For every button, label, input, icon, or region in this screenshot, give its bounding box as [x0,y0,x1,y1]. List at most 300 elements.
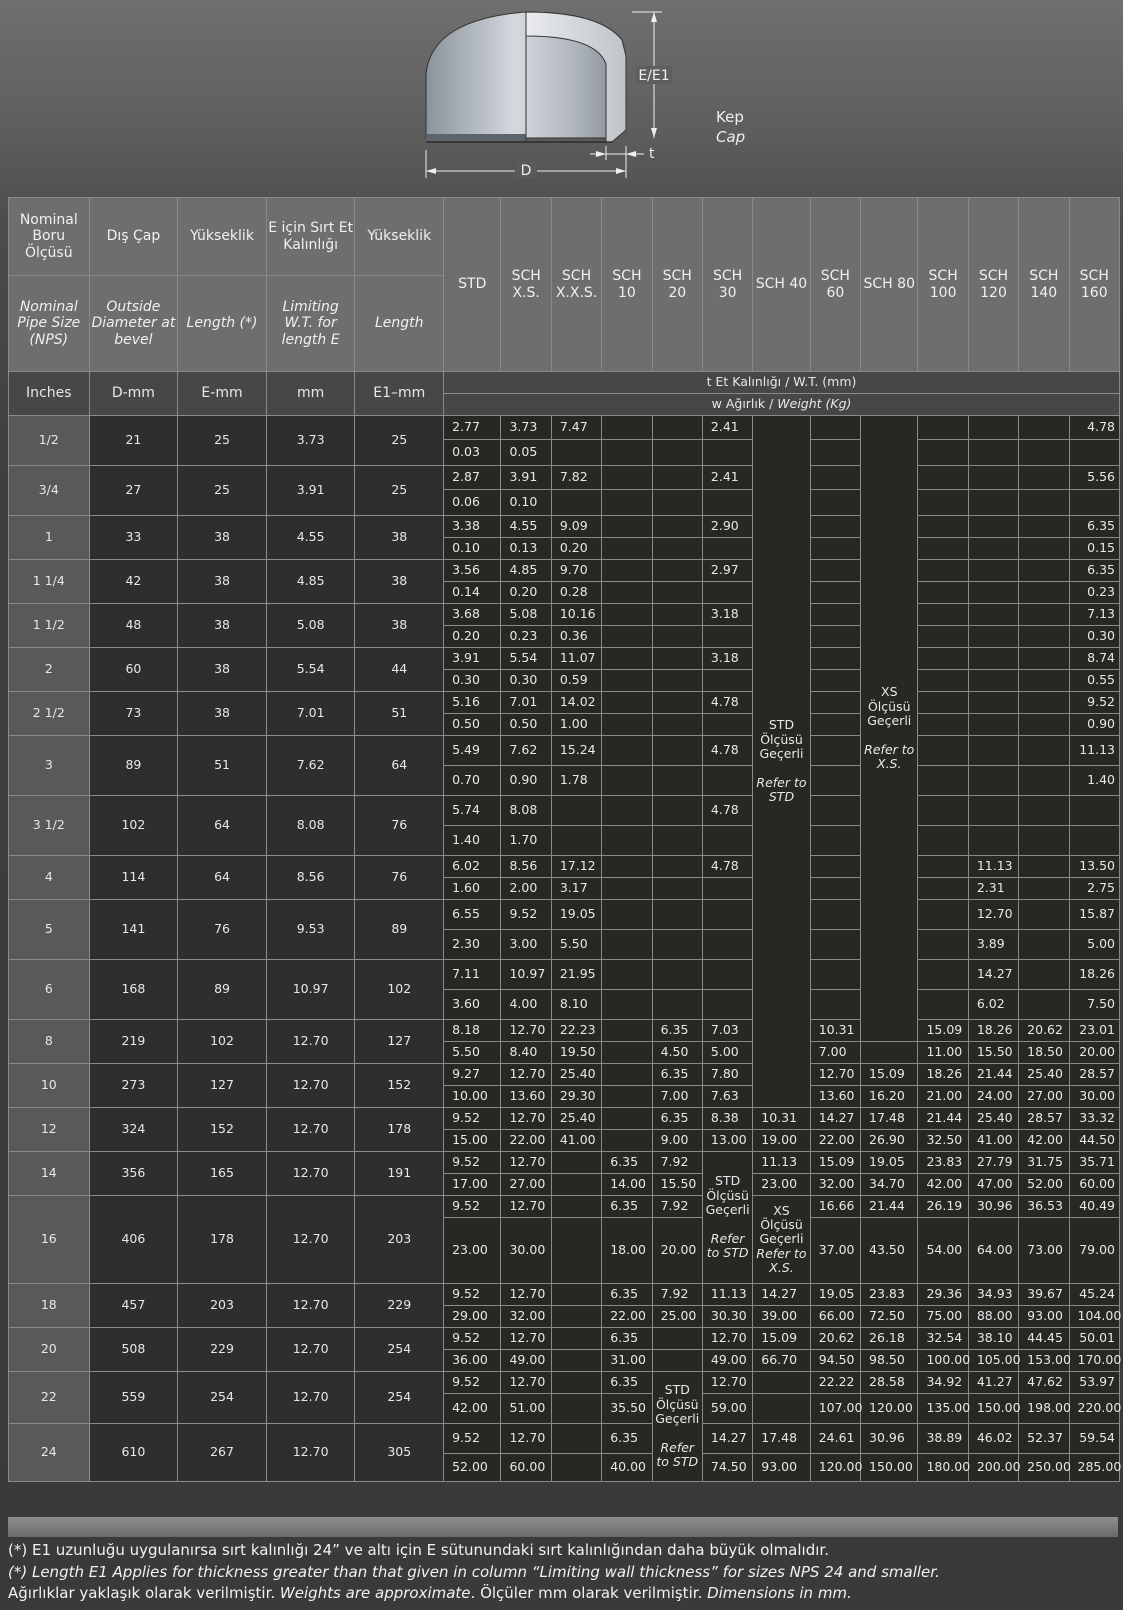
wall-thickness-cell: 7.92 [652,1196,702,1218]
weight-cell [652,990,702,1020]
table-row [9,796,1120,826]
weight-cell: 0.20 [444,626,501,648]
wall-thickness-cell: 5.74 [444,796,501,826]
weight-cell: 2.75 [1069,878,1119,900]
header-nps-en: Nominal Pipe Size (NPS) [9,276,90,372]
wall-thickness-cell: 14.02 [551,692,601,714]
weight-cell: 5.50 [444,1042,501,1064]
weight-cell [1019,538,1069,560]
wall-thickness-cell [602,416,652,440]
header-od-tr: Dış Çap [89,198,178,276]
weight-cell [702,490,752,516]
wall-thickness-cell [652,736,702,766]
weight-cell: 66.70 [753,1350,810,1372]
wall-thickness-cell [810,856,860,878]
wall-thickness-cell: 7.03 [702,1020,752,1042]
table-row [9,1064,1120,1086]
od-cell: 102 [89,796,178,856]
nps-cell: 1/2 [9,416,90,466]
weight-cell [861,1042,918,1064]
wall-thickness-cell: 26.19 [918,1196,968,1218]
weight-cell [702,538,752,560]
weight-cell [1019,582,1069,604]
weight-cell: 0.10 [444,538,501,560]
footnote-weights: Ağırlıklar yaklaşık olarak verilmiştir. Weights are approximate. Ölçüler mm olarak verilmiştir. Dimensions in mm. [8,1584,852,1602]
wall-thickness-cell [918,736,968,766]
weight-cell: 105.00 [968,1350,1018,1372]
wall-thickness-cell [810,648,860,670]
wall-thickness-cell: 6.35 [1069,560,1119,582]
wall-thickness-cell [652,466,702,490]
weight-cell: 0.13 [501,538,551,560]
header-sch: SCH 100 [918,198,968,372]
od-cell: 27 [89,466,178,516]
wall-thickness-cell: 25.40 [968,1108,1018,1130]
wall-thickness-cell: 4.78 [1069,416,1119,440]
weight-cell: 0.20 [551,538,601,560]
weight-cell: 4.00 [501,990,551,1020]
wall-thickness-cell: 12.70 [702,1328,752,1350]
e1-cell: 38 [355,560,444,604]
wall-thickness-cell: 11.13 [702,1284,752,1306]
wall-thickness-cell: 7.13 [1069,604,1119,626]
nps-cell: 16 [9,1196,90,1284]
weight-cell [1069,490,1119,516]
wall-thickness-cell: 12.70 [501,1372,551,1394]
wall-thickness-cell: 17.48 [753,1424,810,1454]
nps-cell: 18 [9,1284,90,1328]
weight-cell [968,826,1018,856]
length-cell: 25 [178,416,267,466]
wall-thickness-cell: 38.89 [918,1424,968,1454]
table-row [9,736,1120,766]
weight-cell: 31.00 [602,1350,652,1372]
wall-thickness-cell: 23.83 [918,1152,968,1174]
limiting-wt-cell: 12.70 [266,1284,355,1328]
nps-cell: 5 [9,900,90,960]
weight-cell: 9.00 [652,1130,702,1152]
od-cell: 219 [89,1020,178,1064]
weight-cell [810,626,860,648]
nps-cell: 2 [9,648,90,692]
table-row [9,1328,1120,1350]
wall-thickness-cell: 28.57 [1019,1108,1069,1130]
weight-cell: 220.00 [1069,1394,1119,1424]
weight-cell: 0.90 [501,766,551,796]
thickness-dim-label: t [649,146,655,162]
wall-thickness-cell: 14.27 [810,1108,860,1130]
nps-cell: 10 [9,1064,90,1108]
header-limiting-wt-en: Limiting W.T. for length E [266,276,355,372]
weight-cell [602,878,652,900]
weight-cell: 1.78 [551,766,601,796]
wall-thickness-cell: 23.83 [861,1284,918,1306]
wall-thickness-cell: 10.16 [551,604,601,626]
table-row [9,900,1120,930]
e1-cell: 25 [355,466,444,516]
table-row [9,1424,1120,1454]
wall-thickness-cell [551,1328,601,1350]
weight-cell: 1.60 [444,878,501,900]
e1-cell: 38 [355,604,444,648]
weight-cell [968,582,1018,604]
wall-thickness-cell [602,560,652,582]
nps-cell: 3/4 [9,466,90,516]
weight-cell [1019,626,1069,648]
wall-thickness-cell: 9.52 [444,1152,501,1174]
table-row [9,416,1120,440]
od-cell: 73 [89,692,178,736]
table-row [9,560,1120,582]
weight-cell [551,1350,601,1372]
wall-thickness-cell: 14.27 [968,960,1018,990]
wall-thickness-cell: 50.01 [1069,1328,1119,1350]
wall-thickness-cell: 12.70 [501,1424,551,1454]
weight-cell [652,538,702,560]
wall-thickness-cell: 6.35 [602,1328,652,1350]
table-row [9,1284,1120,1306]
nps-cell: 20 [9,1328,90,1372]
unit-e-mm: E-mm [178,372,267,416]
wall-thickness-cell: 2.41 [702,466,752,490]
wall-thickness-cell [602,856,652,878]
weight-cell: 200.00 [968,1454,1018,1482]
length-cell: 38 [178,648,267,692]
wall-thickness-cell: 9.52 [444,1284,501,1306]
wall-thickness-cell [551,1424,601,1454]
wall-thickness-cell: 13.50 [1069,856,1119,878]
weight-cell [652,490,702,516]
weight-cell: 7.50 [1069,990,1119,1020]
weight-cell: 8.40 [501,1042,551,1064]
limiting-wt-cell: 7.01 [266,692,355,736]
weight-cell: 72.50 [861,1306,918,1328]
e1-cell: 254 [355,1328,444,1372]
wall-thickness-cell: 32.54 [918,1328,968,1350]
weight-cell: 0.50 [444,714,501,736]
wall-thickness-cell [810,736,860,766]
header-sch: SCH 40 [753,198,810,372]
wall-thickness-cell [652,648,702,670]
cap-dimension-table [8,197,1120,1482]
weight-cell [1069,440,1119,466]
limiting-wt-cell: 3.73 [266,416,355,466]
weight-cell: 39.00 [753,1306,810,1328]
length-cell: 89 [178,960,267,1020]
weight-cell [551,1454,601,1482]
e1-cell: 305 [355,1424,444,1482]
wall-thickness-cell: 39.67 [1019,1284,1069,1306]
od-cell: 324 [89,1108,178,1152]
weight-cell: 26.90 [861,1130,918,1152]
weight-cell: 21.00 [918,1086,968,1108]
nps-cell: 4 [9,856,90,900]
length-cell: 64 [178,856,267,900]
weight-cell: 42.00 [918,1174,968,1196]
cap-drawing [0,0,1123,195]
wall-thickness-cell [753,1372,810,1394]
wall-thickness-cell: 9.52 [501,900,551,930]
nps-cell: 8 [9,1020,90,1064]
weight-cell [702,582,752,604]
wall-thickness-cell: 5.56 [1069,466,1119,490]
weight-cell [652,1350,702,1372]
header-sch: SCH 140 [1019,198,1069,372]
weight-cell: 52.00 [444,1454,501,1482]
weight-cell [918,990,968,1020]
weight-cell: 150.00 [968,1394,1018,1424]
nps-cell: 1 [9,516,90,560]
wall-thickness-cell [968,416,1018,440]
weight-cell [602,714,652,736]
weight-cell: 107.00 [810,1394,860,1424]
weight-cell [551,1394,601,1424]
wall-thickness-cell [1019,736,1069,766]
e1-cell: 38 [355,516,444,560]
wall-thickness-cell [652,1328,702,1350]
weight-cell: 8.10 [551,990,601,1020]
weight-cell: 5.00 [702,1042,752,1064]
wall-thickness-cell: 7.62 [501,736,551,766]
limiting-wt-cell: 4.85 [266,560,355,604]
title-en: Cap [716,128,746,146]
weight-cell [602,826,652,856]
wall-thickness-cell: 8.56 [501,856,551,878]
wall-thickness-cell: 6.35 [602,1196,652,1218]
weight-cell: 44.50 [1069,1130,1119,1152]
weight-cell [968,714,1018,736]
length-cell: 25 [178,466,267,516]
od-cell: 21 [89,416,178,466]
wall-thickness-cell: 2.87 [444,466,501,490]
weight-cell [1019,878,1069,900]
e1-cell: 89 [355,900,444,960]
weight-cell [810,440,860,466]
e1-cell: 44 [355,648,444,692]
wall-thickness-cell [652,560,702,582]
wall-thickness-cell [602,692,652,714]
wall-thickness-cell: 30.96 [968,1196,1018,1218]
nps-cell: 22 [9,1372,90,1424]
wall-thickness-cell [1019,604,1069,626]
table-row [9,1372,1120,1394]
wall-thickness-cell: 25.40 [551,1108,601,1130]
weight-cell: 0.03 [444,440,501,466]
wall-thickness-cell: 6.35 [602,1372,652,1394]
wall-thickness-cell [702,900,752,930]
wall-thickness-cell: 4.78 [702,736,752,766]
length-cell: 76 [178,900,267,960]
wall-thickness-cell [602,1108,652,1130]
wall-thickness-cell: 3.18 [702,604,752,626]
weight-cell: 1.70 [501,826,551,856]
weight-cell: 34.70 [861,1174,918,1196]
weight-cell [918,538,968,560]
od-cell: 457 [89,1284,178,1328]
footnote-tr: (*) E1 uzunluğu uygulanırsa sırt kalınlığı 24” ve altı için E sütunundaki sırt kalınlığından daha büyük olmalıdır. [8,1541,829,1559]
weight-cell: 73.00 [1019,1218,1069,1284]
wall-thickness-cell [918,416,968,440]
limiting-wt-cell: 10.97 [266,960,355,1020]
weight-cell [810,930,860,960]
weight-cell [810,878,860,900]
header-sch: SCH 10 [602,198,652,372]
wall-thickness-cell: 12.70 [501,1328,551,1350]
weight-cell [1019,990,1069,1020]
weight-cell: 0.30 [1069,626,1119,648]
wall-thickness-cell: 2.77 [444,416,501,440]
weight-cell: 22.00 [501,1130,551,1152]
wall-thickness-cell [1019,692,1069,714]
wall-thickness-cell [551,796,601,826]
wall-thickness-cell: 9.52 [444,1196,501,1218]
wall-thickness-cell: 24.61 [810,1424,860,1454]
wall-thickness-cell [1019,416,1069,440]
length-cell: 267 [178,1424,267,1482]
wall-thickness-cell: 5.54 [501,648,551,670]
wall-thickness-cell: 34.92 [918,1372,968,1394]
header-sch: SCH 120 [968,198,1018,372]
wall-thickness-cell: 7.92 [652,1152,702,1174]
wall-thickness-cell: 5.08 [501,604,551,626]
limiting-wt-cell: 4.55 [266,516,355,560]
wall-thickness-cell: 8.38 [702,1108,752,1130]
weight-cell: 52.00 [1019,1174,1069,1196]
weight-cell: 5.50 [551,930,601,960]
header-sch: SCH 20 [652,198,702,372]
wall-thickness-cell [652,960,702,990]
wall-thickness-cell: 7.01 [501,692,551,714]
weight-cell [810,990,860,1020]
unit-mm: mm [266,372,355,416]
wall-thickness-cell: 15.09 [753,1328,810,1350]
weight-cell: 98.50 [861,1350,918,1372]
weight-cell: 51.00 [501,1394,551,1424]
weight-cell: 10.00 [444,1086,501,1108]
wall-thickness-cell: 19.05 [861,1152,918,1174]
wall-thickness-cell: 6.02 [444,856,501,878]
nps-cell: 24 [9,1424,90,1482]
wall-thickness-cell [1019,796,1069,826]
od-cell: 89 [89,736,178,796]
weight-cell: 59.00 [702,1394,752,1424]
weight-cell: 41.00 [968,1130,1018,1152]
table-bottom-bar [8,1517,1118,1537]
weight-cell: 180.00 [918,1454,968,1482]
weight-cell: 0.23 [501,626,551,648]
weight-cell: 32.50 [918,1130,968,1152]
wall-thickness-cell: 22.22 [810,1372,860,1394]
wall-thickness-cell: 20.62 [1019,1020,1069,1042]
wall-thickness-cell: 12.70 [810,1064,860,1086]
wall-thickness-cell: 15.09 [861,1064,918,1086]
wall-thickness-cell: 12.70 [501,1284,551,1306]
nps-cell: 1 1/2 [9,604,90,648]
weight-cell: 4.50 [652,1042,702,1064]
weight-cell: 30.00 [501,1218,551,1284]
weight-cell: 88.00 [968,1306,1018,1328]
wall-thickness-cell: 3.91 [444,648,501,670]
weight-cell: 0.14 [444,582,501,604]
header-sch: SCH 160 [1069,198,1119,372]
od-cell: 559 [89,1372,178,1424]
wall-thickness-cell: 6.35 [652,1108,702,1130]
weight-cell [968,766,1018,796]
diameter-dim-label: D [520,163,532,179]
weight-cell: 30.00 [1069,1086,1119,1108]
wall-thickness-cell [918,960,968,990]
nps-cell: 3 1/2 [9,796,90,856]
weight-cell: 42.00 [444,1394,501,1424]
std-note-sch30: STD Ölçüsü Geçerli Refer to STD [702,1152,752,1284]
wall-thickness-cell [652,796,702,826]
weight-cell [551,1306,601,1328]
e1-cell: 64 [355,736,444,796]
weight-cell [551,1174,601,1196]
wall-thickness-cell: 34.93 [968,1284,1018,1306]
weight-cell: 66.00 [810,1306,860,1328]
weight-cell: 1.40 [1069,766,1119,796]
weight-cell [810,538,860,560]
wall-thickness-cell [602,604,652,626]
length-cell: 64 [178,796,267,856]
weight-cell: 120.00 [810,1454,860,1482]
wall-thickness-cell: 2.41 [702,416,752,440]
length-cell: 254 [178,1372,267,1424]
table-row [9,1020,1120,1042]
od-cell: 273 [89,1064,178,1108]
e1-cell: 254 [355,1372,444,1424]
header-limiting-wt-tr: E için Sırt Et Kalınlığı [266,198,355,276]
wall-thickness-cell [810,560,860,582]
wall-thickness-cell: 4.85 [501,560,551,582]
wall-thickness-cell: 19.05 [810,1284,860,1306]
weight-cell [551,1218,601,1284]
wall-thickness-cell: 15.87 [1069,900,1119,930]
wall-thickness-cell [968,466,1018,490]
limiting-wt-cell: 5.54 [266,648,355,692]
weight-cell [652,670,702,692]
weight-cell: 150.00 [861,1454,918,1482]
table-row [9,648,1120,670]
header-sch: STD [444,198,501,372]
wall-thickness-cell: 12.70 [968,900,1018,930]
limiting-wt-cell: 12.70 [266,1424,355,1482]
weight-cell: 30.30 [702,1306,752,1328]
wall-thickness-cell [602,736,652,766]
weight-cell: 7.00 [810,1042,860,1064]
weight-cell: 3.60 [444,990,501,1020]
weight-cell [602,990,652,1020]
weight-cell: 7.63 [702,1086,752,1108]
weight-cell: 13.60 [501,1086,551,1108]
weight-cell [702,440,752,466]
wall-thickness-cell [602,516,652,538]
wall-thickness-cell [551,1152,601,1174]
weight-cell: 0.10 [501,490,551,516]
od-cell: 48 [89,604,178,648]
wall-thickness-cell: 6.35 [602,1152,652,1174]
weight-cell: 170.00 [1069,1350,1119,1372]
limiting-wt-cell: 12.70 [266,1196,355,1284]
e1-cell: 203 [355,1196,444,1284]
weight-cell: 60.00 [501,1454,551,1482]
table-row [9,466,1120,490]
wall-thickness-cell: 21.44 [861,1196,918,1218]
wall-thickness-cell: 5.16 [444,692,501,714]
weight-cell: 14.00 [602,1174,652,1196]
wall-thickness-cell [918,648,968,670]
